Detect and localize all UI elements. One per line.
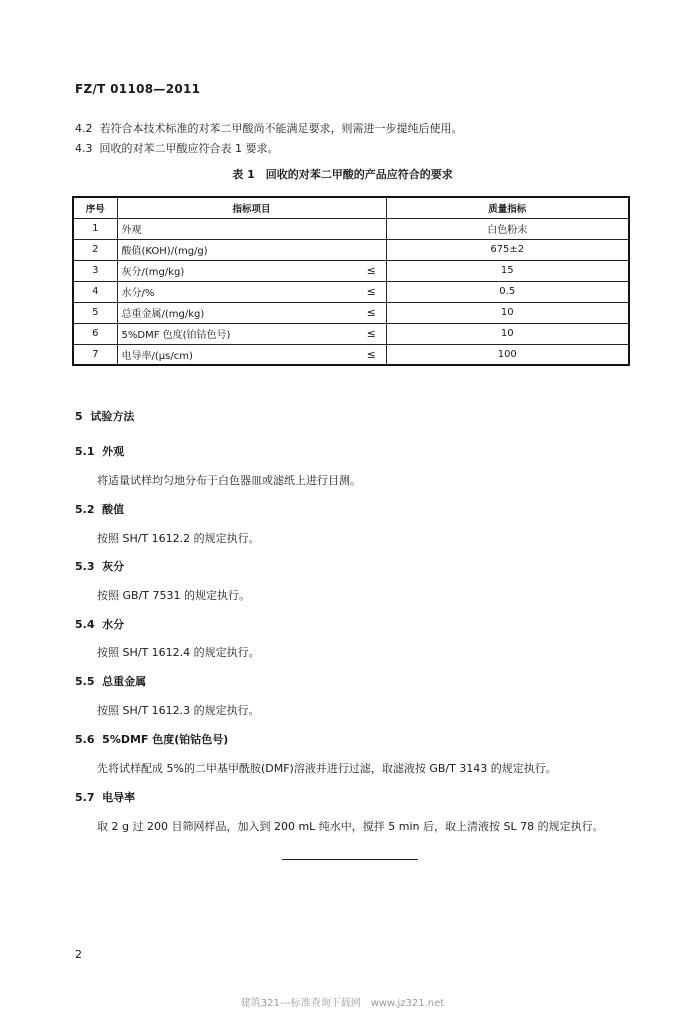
row-operator: ≤ [357, 260, 386, 281]
subsection-5-3-body: 按照 GB/T 7531 的规定执行。 [97, 589, 250, 602]
row-value: 10 [386, 302, 629, 323]
subsection-5-2-body: 按照 SH/T 1612.2 的规定执行。 [97, 532, 260, 545]
subsection-number: 5.1 [75, 445, 95, 458]
clause-text: 若符合本技术标准的对苯二甲酸尚不能满足要求，则需进一步提纯后使用。 [99, 122, 463, 135]
table-row [73, 260, 629, 281]
subsection-5-3-heading [75, 558, 124, 574]
table-row [73, 218, 629, 239]
subsection-number: 5.6 [75, 733, 95, 746]
subsection-5-2-heading [75, 501, 124, 517]
row-num: 3 [73, 260, 117, 281]
row-item: 总重金属/(mg/kg) [117, 302, 357, 323]
section-number: 5 [75, 410, 83, 423]
subsection-title: 电导率 [102, 791, 136, 804]
row-num: 2 [73, 239, 117, 260]
row-item: 外观 [117, 218, 386, 239]
row-item: 酸值(KOH)/(mg/g) [117, 239, 386, 260]
section-5-heading [75, 408, 134, 424]
subsection-title: 酸值 [102, 503, 125, 516]
row-value: 10 [386, 323, 629, 344]
table-row [73, 344, 629, 365]
table-caption: 表 1 回收的对苯二甲酸的产品应符合的要求 [232, 168, 453, 181]
subsection-title: 总重金属 [102, 675, 147, 688]
subsection-5-7-heading [75, 789, 135, 805]
document-code: FZ/T 01108—2011 [75, 82, 201, 96]
subsection-number: 5.4 [75, 618, 95, 631]
row-item: 电导率/(μs/cm) [117, 344, 357, 365]
clause-number: 4.2 [75, 122, 93, 135]
row-value: 675±2 [386, 239, 629, 260]
section-title: 试验方法 [90, 410, 135, 423]
subsection-5-7-body: 取 2 g 过 200 目筛网样品，加入到 200 mL 纯水中，搅拌 5 min 后，取上清液按 SL 78 的规定执行。 [97, 820, 604, 833]
row-operator: ≤ [357, 323, 386, 344]
subsection-number: 5.5 [75, 675, 95, 688]
row-item: 灰分/(mg/kg) [117, 260, 357, 281]
row-num: 5 [73, 302, 117, 323]
table-row [73, 281, 629, 302]
row-num: 6 [73, 323, 117, 344]
row-num: 1 [73, 218, 117, 239]
subsection-title: 外观 [102, 445, 125, 458]
table-row [73, 323, 629, 344]
subsection-number: 5.3 [75, 560, 95, 573]
row-num: 4 [73, 281, 117, 302]
clause-4-3 [75, 140, 279, 156]
subsection-5-6-body: 先将试样配成 5%的二甲基甲酰胺(DMF)溶液并进行过滤，取滤液按 GB/T 3143 的规定执行。 [97, 762, 557, 775]
row-operator: ≤ [357, 281, 386, 302]
clause-text: 回收的对苯二甲酸应符合表 1 要求。 [99, 142, 279, 155]
subsection-title: 水分 [102, 618, 125, 631]
subsection-5-4-heading [75, 616, 124, 632]
subsection-5-5-body: 按照 SH/T 1612.3 的规定执行。 [97, 704, 260, 717]
row-value: 白色粉末 [386, 218, 629, 239]
footer-watermark: 建筑321---标准查询下载网 www.jz321.net [240, 998, 445, 1009]
subsection-number: 5.2 [75, 503, 95, 516]
subsection-5-1-body: 将适量试样均匀地分布于白色器皿或滤纸上进行目测。 [97, 474, 361, 487]
header-num: 序号 [73, 197, 117, 218]
subsection-title: 5%DMF 色度(铂钴色号) [102, 733, 229, 746]
row-operator: ≤ [357, 302, 386, 323]
row-value: 100 [386, 344, 629, 365]
row-item: 水分/% [117, 281, 357, 302]
row-value: 15 [386, 260, 629, 281]
clause-number: 4.3 [75, 142, 93, 155]
page-number: 2 [75, 948, 82, 961]
clause-4-2 [75, 120, 463, 136]
subsection-5-5-heading [75, 673, 146, 689]
row-num: 7 [73, 344, 117, 365]
subsection-5-6-heading [75, 731, 228, 747]
subsection-5-4-body: 按照 SH/T 1612.4 的规定执行。 [97, 646, 260, 659]
subsection-5-1-heading [75, 443, 124, 459]
end-rule [282, 859, 418, 860]
header-item: 指标项目 [117, 197, 386, 218]
table-header-row [73, 197, 629, 218]
header-value: 质量指标 [386, 197, 629, 218]
row-operator: ≤ [357, 344, 386, 365]
row-value: 0.5 [386, 281, 629, 302]
table-row [73, 239, 629, 260]
subsection-title: 灰分 [102, 560, 125, 573]
table-row [73, 302, 629, 323]
row-item: 5%DMF 色度(铂钴色号) [117, 323, 357, 344]
spec-table [72, 196, 630, 366]
subsection-number: 5.7 [75, 791, 95, 804]
